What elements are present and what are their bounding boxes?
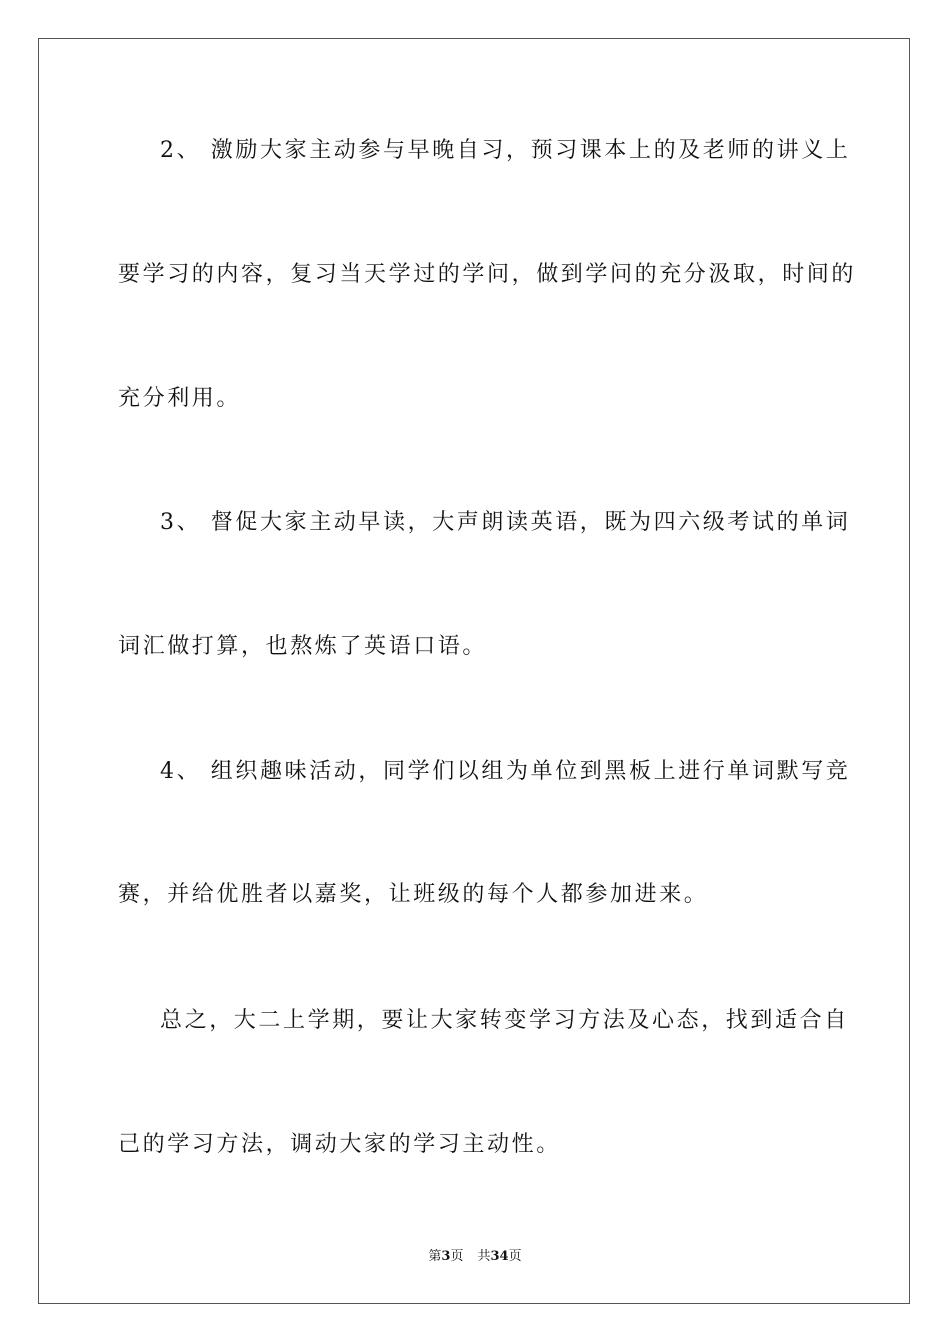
footer-page-prefix: 第: [428, 1249, 442, 1264]
paragraph-3-line-1: 3、 督促大家主动早读，大声朗读英语，既为四六级考试的单词: [160, 510, 851, 535]
paragraph-4-line-1: 4、 组织趣味活动，同学们以组为单位到黑板上进行单词默写竞: [160, 759, 851, 784]
footer-page-suffix: 页: [450, 1249, 464, 1264]
footer-total-pages: 34: [490, 1249, 509, 1264]
summary-line-1: 总之，大二上学期，要让大家转变学习方法及心态，找到适合自: [160, 1008, 849, 1033]
paragraph-2-line-2: 要学习的内容，复习当天学过的学问，做到学问的充分汲取，时间的: [118, 262, 857, 287]
summary-line-2: 己的学习方法，调动大家的学习主动性。: [118, 1132, 561, 1157]
paragraph-4-line-2: 赛，并给优胜者以嘉奖，让班级的每个人都参加进来。: [118, 882, 709, 907]
page-footer: [0, 1248, 950, 1266]
footer-page-number: 3: [441, 1249, 451, 1264]
paragraph-2-line-1: 2、 激励大家主动参与早晚自习，预习课本上的及老师的讲义上: [160, 138, 851, 163]
paragraph-2-line-3: 充分利用。: [118, 386, 242, 411]
footer-total-suffix: 页: [508, 1249, 522, 1264]
footer-total-prefix: 共: [477, 1249, 491, 1264]
page-border: [38, 38, 910, 1304]
paragraph-3-line-2: 词汇做打算，也熬炼了英语口语。: [118, 634, 488, 659]
